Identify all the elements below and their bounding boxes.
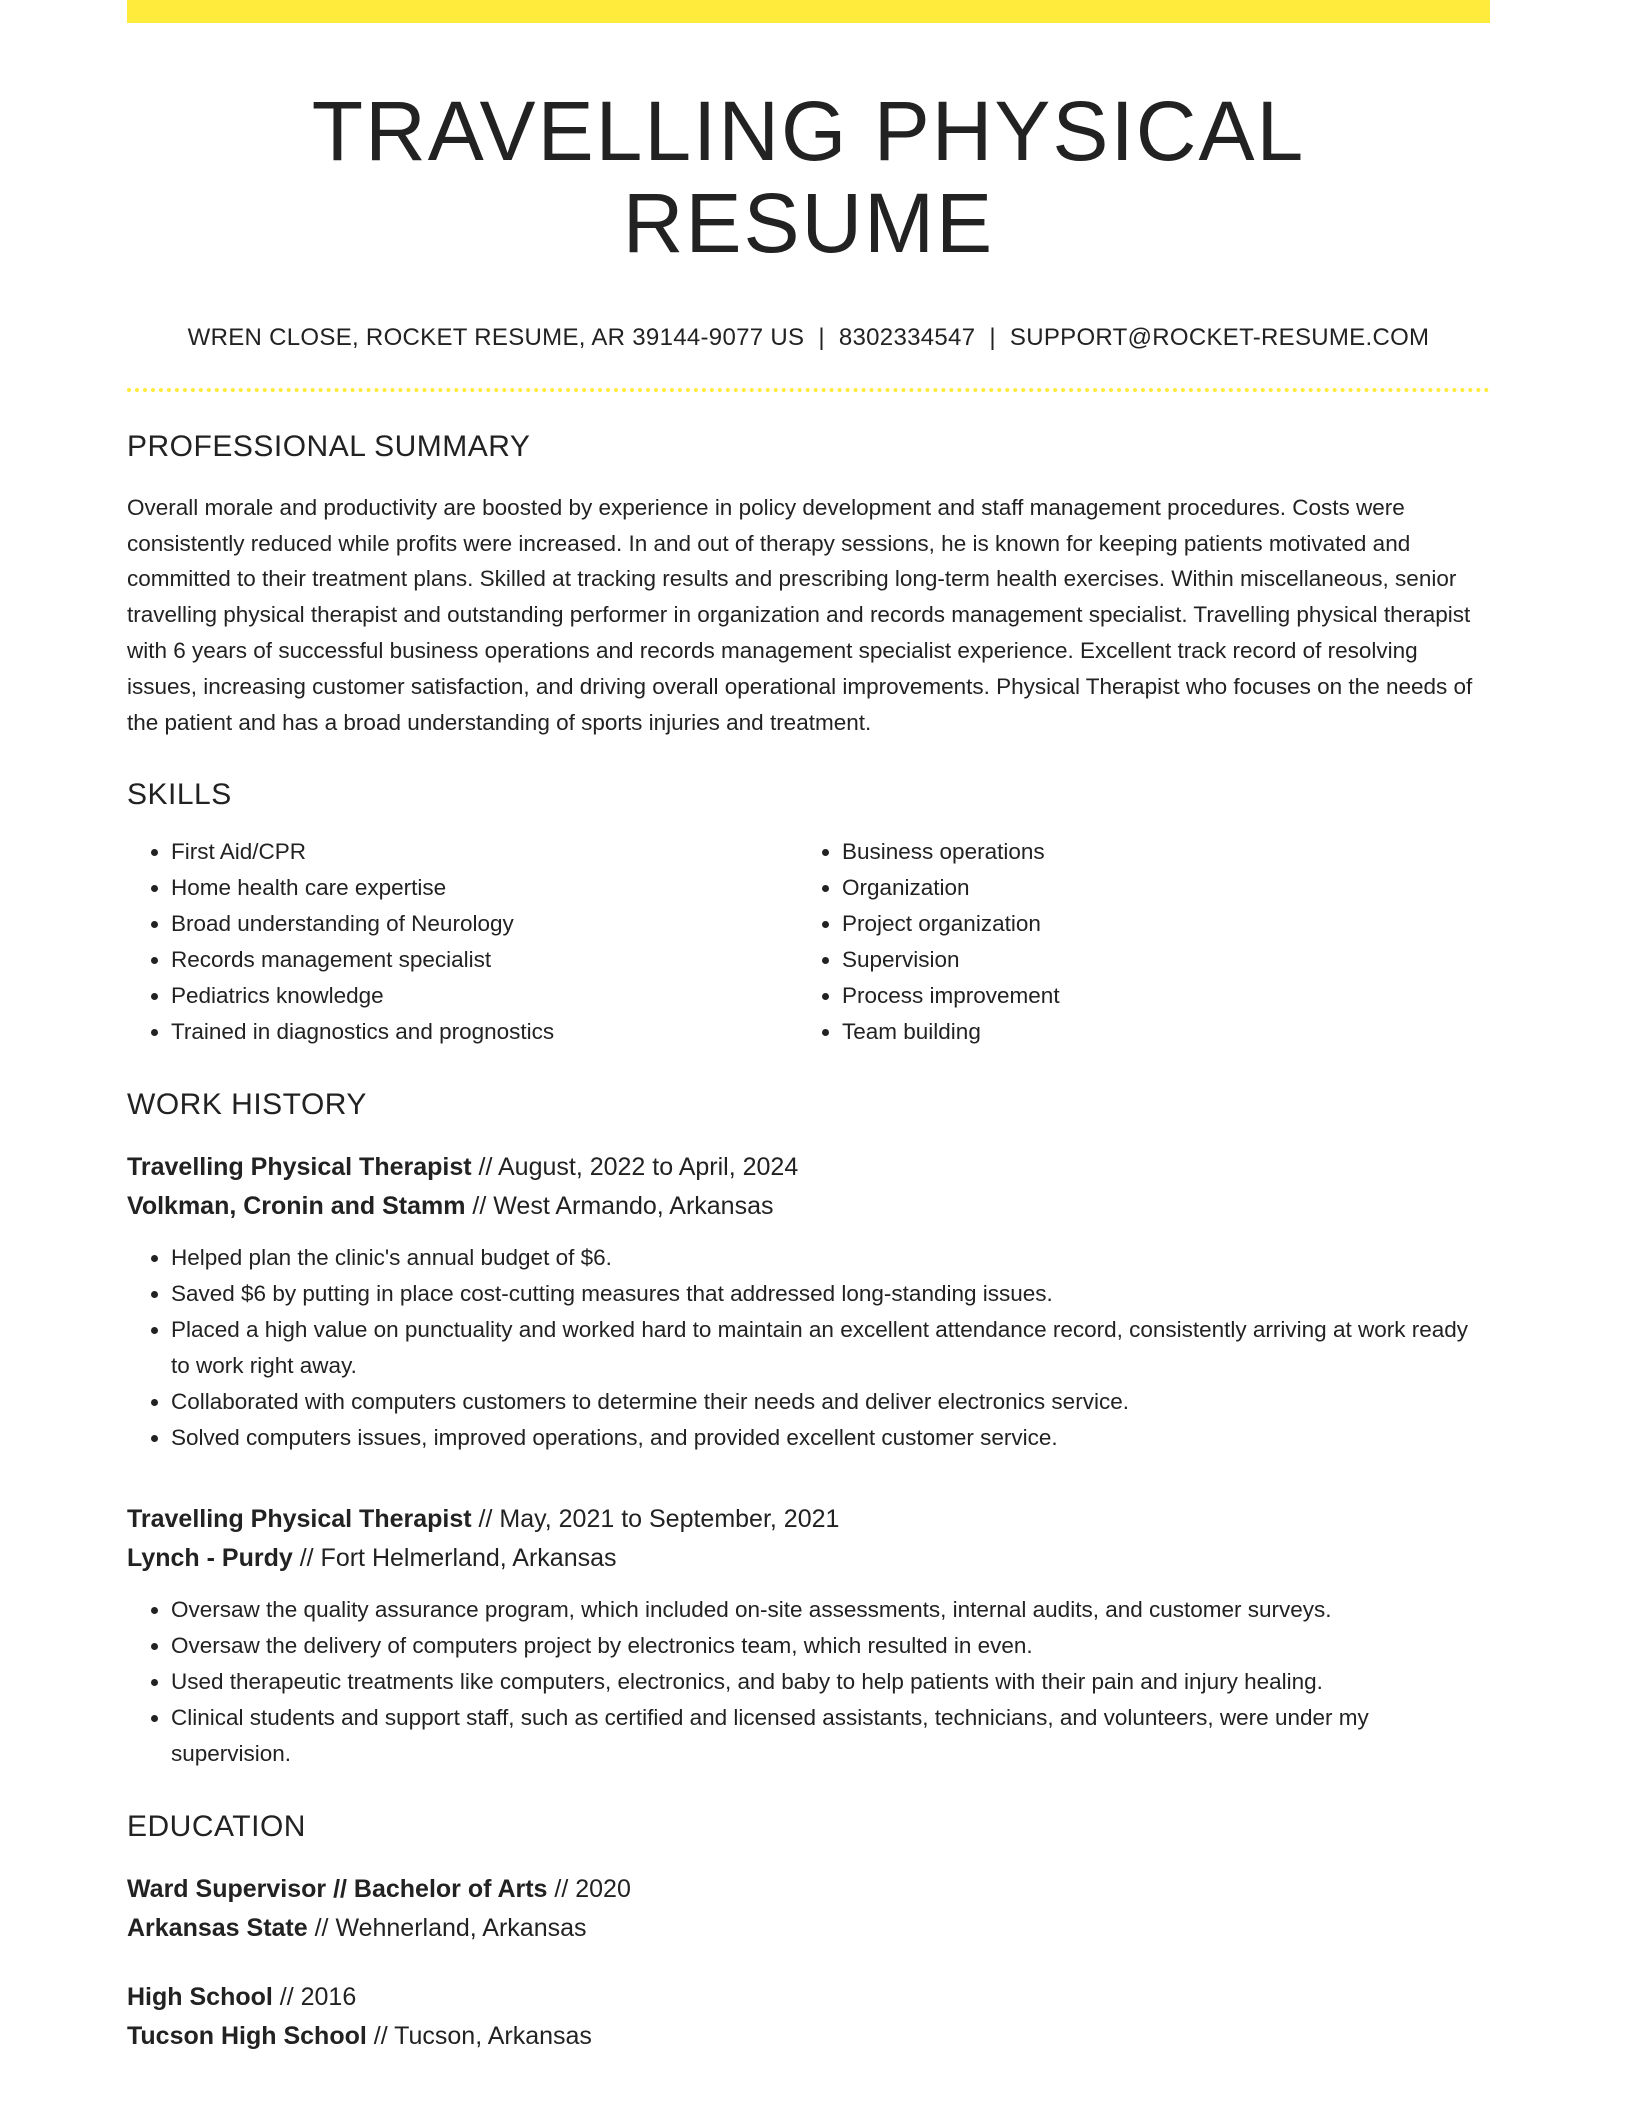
skills-list	[127, 834, 1490, 1050]
resume-name: TRAVELLING PHYSICAL RESUME	[311, 84, 1306, 271]
summary-text: Overall morale and productivity are boosted by experience in policy development and staff management procedures. Costs were consistently reduced while profits were increased. In and out of therapy sessions, he is known for keeping patients motivated and committed to their treatment plans. Skilled at tracking results and prescribing long-term health exercises. Within miscellaneous, senior travelling physical therapist and outstanding performer in organization and records management specialist. Travelling physical therapist with 6 years of successful business operations and records management specialist experience. Excellent track record of resolving issues, increasing customer satisfaction, and driving overall operational improvements. Physical Therapist who focuses on the needs of the patient and has a broad understanding of sports injuries and treatment.	[127, 494, 1473, 735]
education-school-line	[127, 2017, 1490, 2056]
contact-email: SUPPORT@ROCKET-RESUME.COM	[1009, 323, 1430, 351]
job-company: Lynch - Purdy	[127, 1544, 293, 1573]
education-degree: Ward Supervisor // Bachelor of Arts	[127, 1875, 548, 1904]
section-title-skills: SKILLS	[127, 778, 232, 812]
top-accent-bar	[127, 0, 1490, 23]
job-bullet: • Collaborated with computers customers to determine their needs and deliver electronics service.	[171, 1384, 1490, 1420]
job-entry	[127, 1148, 1490, 1456]
job-bullets	[127, 1240, 1490, 1456]
education-school: Arkansas State	[127, 1914, 308, 1943]
education-degree-line	[127, 1978, 1490, 2017]
skill-item: • Trained in diagnostics and prognostics	[171, 1014, 798, 1050]
dotted-divider	[127, 388, 1490, 392]
skill-item: • Organization	[842, 870, 1469, 906]
skill-item: • Broad understanding of Neurology	[171, 906, 798, 942]
job-bullet: • Used therapeutic treatments like computers, electronics, and baby to help patients with their pain and injury healing.	[171, 1664, 1490, 1700]
skill-item: • Pediatrics knowledge	[171, 978, 798, 1014]
section-title-summary: PROFESSIONAL SUMMARY	[127, 429, 531, 463]
education-school-line	[127, 1909, 1490, 1948]
education-school: Tucson High School	[127, 2022, 367, 2051]
education-year: // 2020	[547, 1875, 631, 1904]
job-entry	[127, 1500, 1490, 1772]
job-company: Volkman, Cronin and Stamm	[127, 1192, 466, 1221]
job-bullet: • Oversaw the quality assurance program, which included on-site assessments, internal audits, and customer surveys.	[171, 1592, 1490, 1628]
contact-separator: |	[989, 323, 996, 351]
education-entry	[127, 1870, 1490, 1948]
job-bullet: • Oversaw the delivery of computers project by electronics team, which resulted in even.	[171, 1628, 1490, 1664]
education-degree-line	[127, 1870, 1490, 1909]
education-degree: High School	[127, 1983, 273, 2012]
skill-item: • Team building	[842, 1014, 1469, 1050]
job-dates: // August, 2022 to April, 2024	[471, 1153, 799, 1182]
job-location: // West Armando, Arkansas	[465, 1192, 774, 1221]
job-role: Travelling Physical Therapist	[127, 1505, 472, 1534]
education-location: // Wehnerland, Arkansas	[307, 1914, 587, 1943]
education-entry	[127, 1978, 1490, 2056]
section-title-work-history: WORK HISTORY	[127, 1088, 367, 1122]
job-company-line	[127, 1539, 1490, 1578]
education-location: // Tucson, Arkansas	[366, 2022, 592, 2051]
job-location: // Fort Helmerland, Arkansas	[292, 1544, 617, 1573]
job-bullet: • Solved computers issues, improved operations, and provided excellent customer service.	[171, 1420, 1490, 1456]
contact-line	[127, 324, 1490, 352]
contact-address: WREN CLOSE, ROCKET RESUME, AR 39144-9077 US	[187, 323, 805, 351]
skills-column-right	[798, 834, 1469, 1050]
job-bullet: • Saved $6 by putting in place cost-cutting measures that addressed long-standing issues.	[171, 1276, 1490, 1312]
job-dates: // May, 2021 to September, 2021	[471, 1505, 840, 1534]
skill-item: • First Aid/CPR	[171, 834, 798, 870]
skill-item: • Project organization	[842, 906, 1469, 942]
education-year: // 2016	[272, 1983, 357, 2012]
job-title-line	[127, 1500, 1490, 1539]
resume-page	[127, 0, 1490, 2056]
skills-column-left	[127, 834, 798, 1050]
job-role: Travelling Physical Therapist	[127, 1153, 472, 1182]
skill-item: • Business operations	[842, 834, 1469, 870]
skill-item: • Home health care expertise	[171, 870, 798, 906]
job-bullet: • Helped plan the clinic's annual budget of $6.	[171, 1240, 1490, 1276]
contact-separator: |	[818, 323, 825, 351]
job-bullets	[127, 1592, 1490, 1772]
job-bullet: • Clinical students and support staff, such as certified and licensed assistants, technicians, and volunteers, were under my supervision.	[171, 1700, 1490, 1772]
job-company-line	[127, 1187, 1490, 1226]
section-title-education: EDUCATION	[127, 1810, 306, 1844]
skill-item: • Supervision	[842, 942, 1469, 978]
skill-item: • Process improvement	[842, 978, 1469, 1014]
job-bullet: • Placed a high value on punctuality and worked hard to maintain an excellent attendance record, consistently arriving at work ready to work right away.	[171, 1312, 1490, 1384]
skill-item: • Records management specialist	[171, 942, 798, 978]
job-title-line	[127, 1148, 1490, 1187]
contact-phone: 8302334547	[838, 323, 976, 351]
